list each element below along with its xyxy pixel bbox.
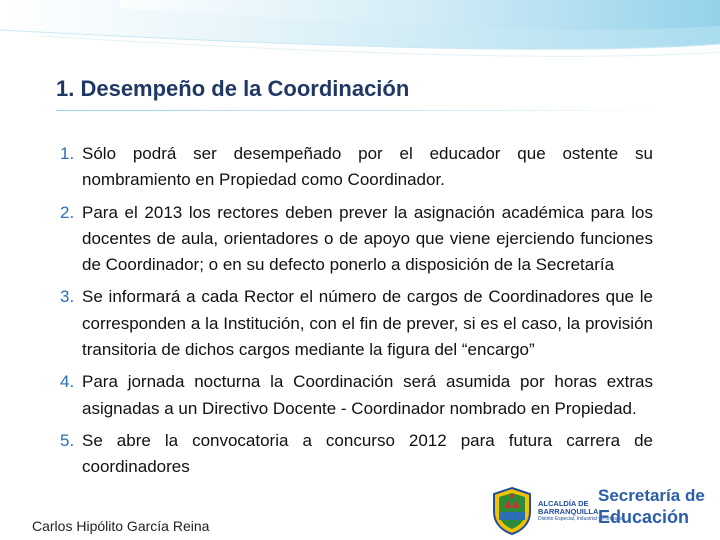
- list-item-number: 5.: [60, 430, 75, 450]
- list-item: [60, 141, 653, 194]
- title-divider: [56, 110, 666, 111]
- secretaria-line2: Educación: [598, 507, 690, 527]
- slide-title: 1. Desempeño de la Coordinación: [56, 76, 410, 101]
- author-credit: Carlos Hipólito García Reina: [32, 518, 210, 534]
- list-item-text: Sólo podrá ser desempeñado por el educador que ostente su nombramiento en Propiedad como Coordinador.: [82, 144, 653, 190]
- list-item-text: Para jornada nocturna la Coordinación será asumida por horas extras asignadas a un Directivo Docente - Coordinador nombrado en Propiedad.: [82, 372, 653, 418]
- list-item: [60, 428, 653, 481]
- footer-logos: [486, 484, 720, 540]
- list-item-number: 1.: [60, 144, 75, 163]
- alcaldia-wordmark: [538, 499, 623, 522]
- alcaldia-line1: ALCALDÍA DE: [538, 499, 589, 508]
- list-item-text: Se abre la convocatoria a concurso 2012 para futura carrera de coordinadores: [82, 430, 653, 477]
- list-item-number: 4.: [60, 372, 75, 392]
- list-item-text: Para el 2013 los rectores deben prever la asignación académica para los docentes de aula, orientadores o de apoyo que viene ejerciendo funciones de Coordinador; o en su defecto ponerlo a disposición de la Secretaría: [82, 202, 653, 275]
- alcaldia-line3: Distrito Especial, Industrial y Portuario: [538, 516, 623, 522]
- barranquilla-seal-icon: [488, 486, 536, 536]
- list-item-number: 2.: [60, 202, 75, 222]
- list-item-number: 3.: [60, 287, 75, 307]
- list-item-text: Se informará a cada Rector el número de cargos de Coordinadores que le corresponden a la Institución, con el fin de prever, si es el caso, la provisión transitoria de dichos cargos mediante la figura del “encargo”: [82, 287, 653, 360]
- list-item: [60, 284, 653, 363]
- alcaldia-line2: BARRANQUILLA: [538, 507, 599, 516]
- decorative-top-band: [0, 0, 720, 80]
- list-item: [60, 369, 653, 422]
- secretaria-line1: Secretaría de: [598, 486, 705, 505]
- secretaria-educacion-logo: [598, 486, 718, 528]
- list-item: [60, 200, 653, 279]
- numbered-list: [60, 141, 653, 487]
